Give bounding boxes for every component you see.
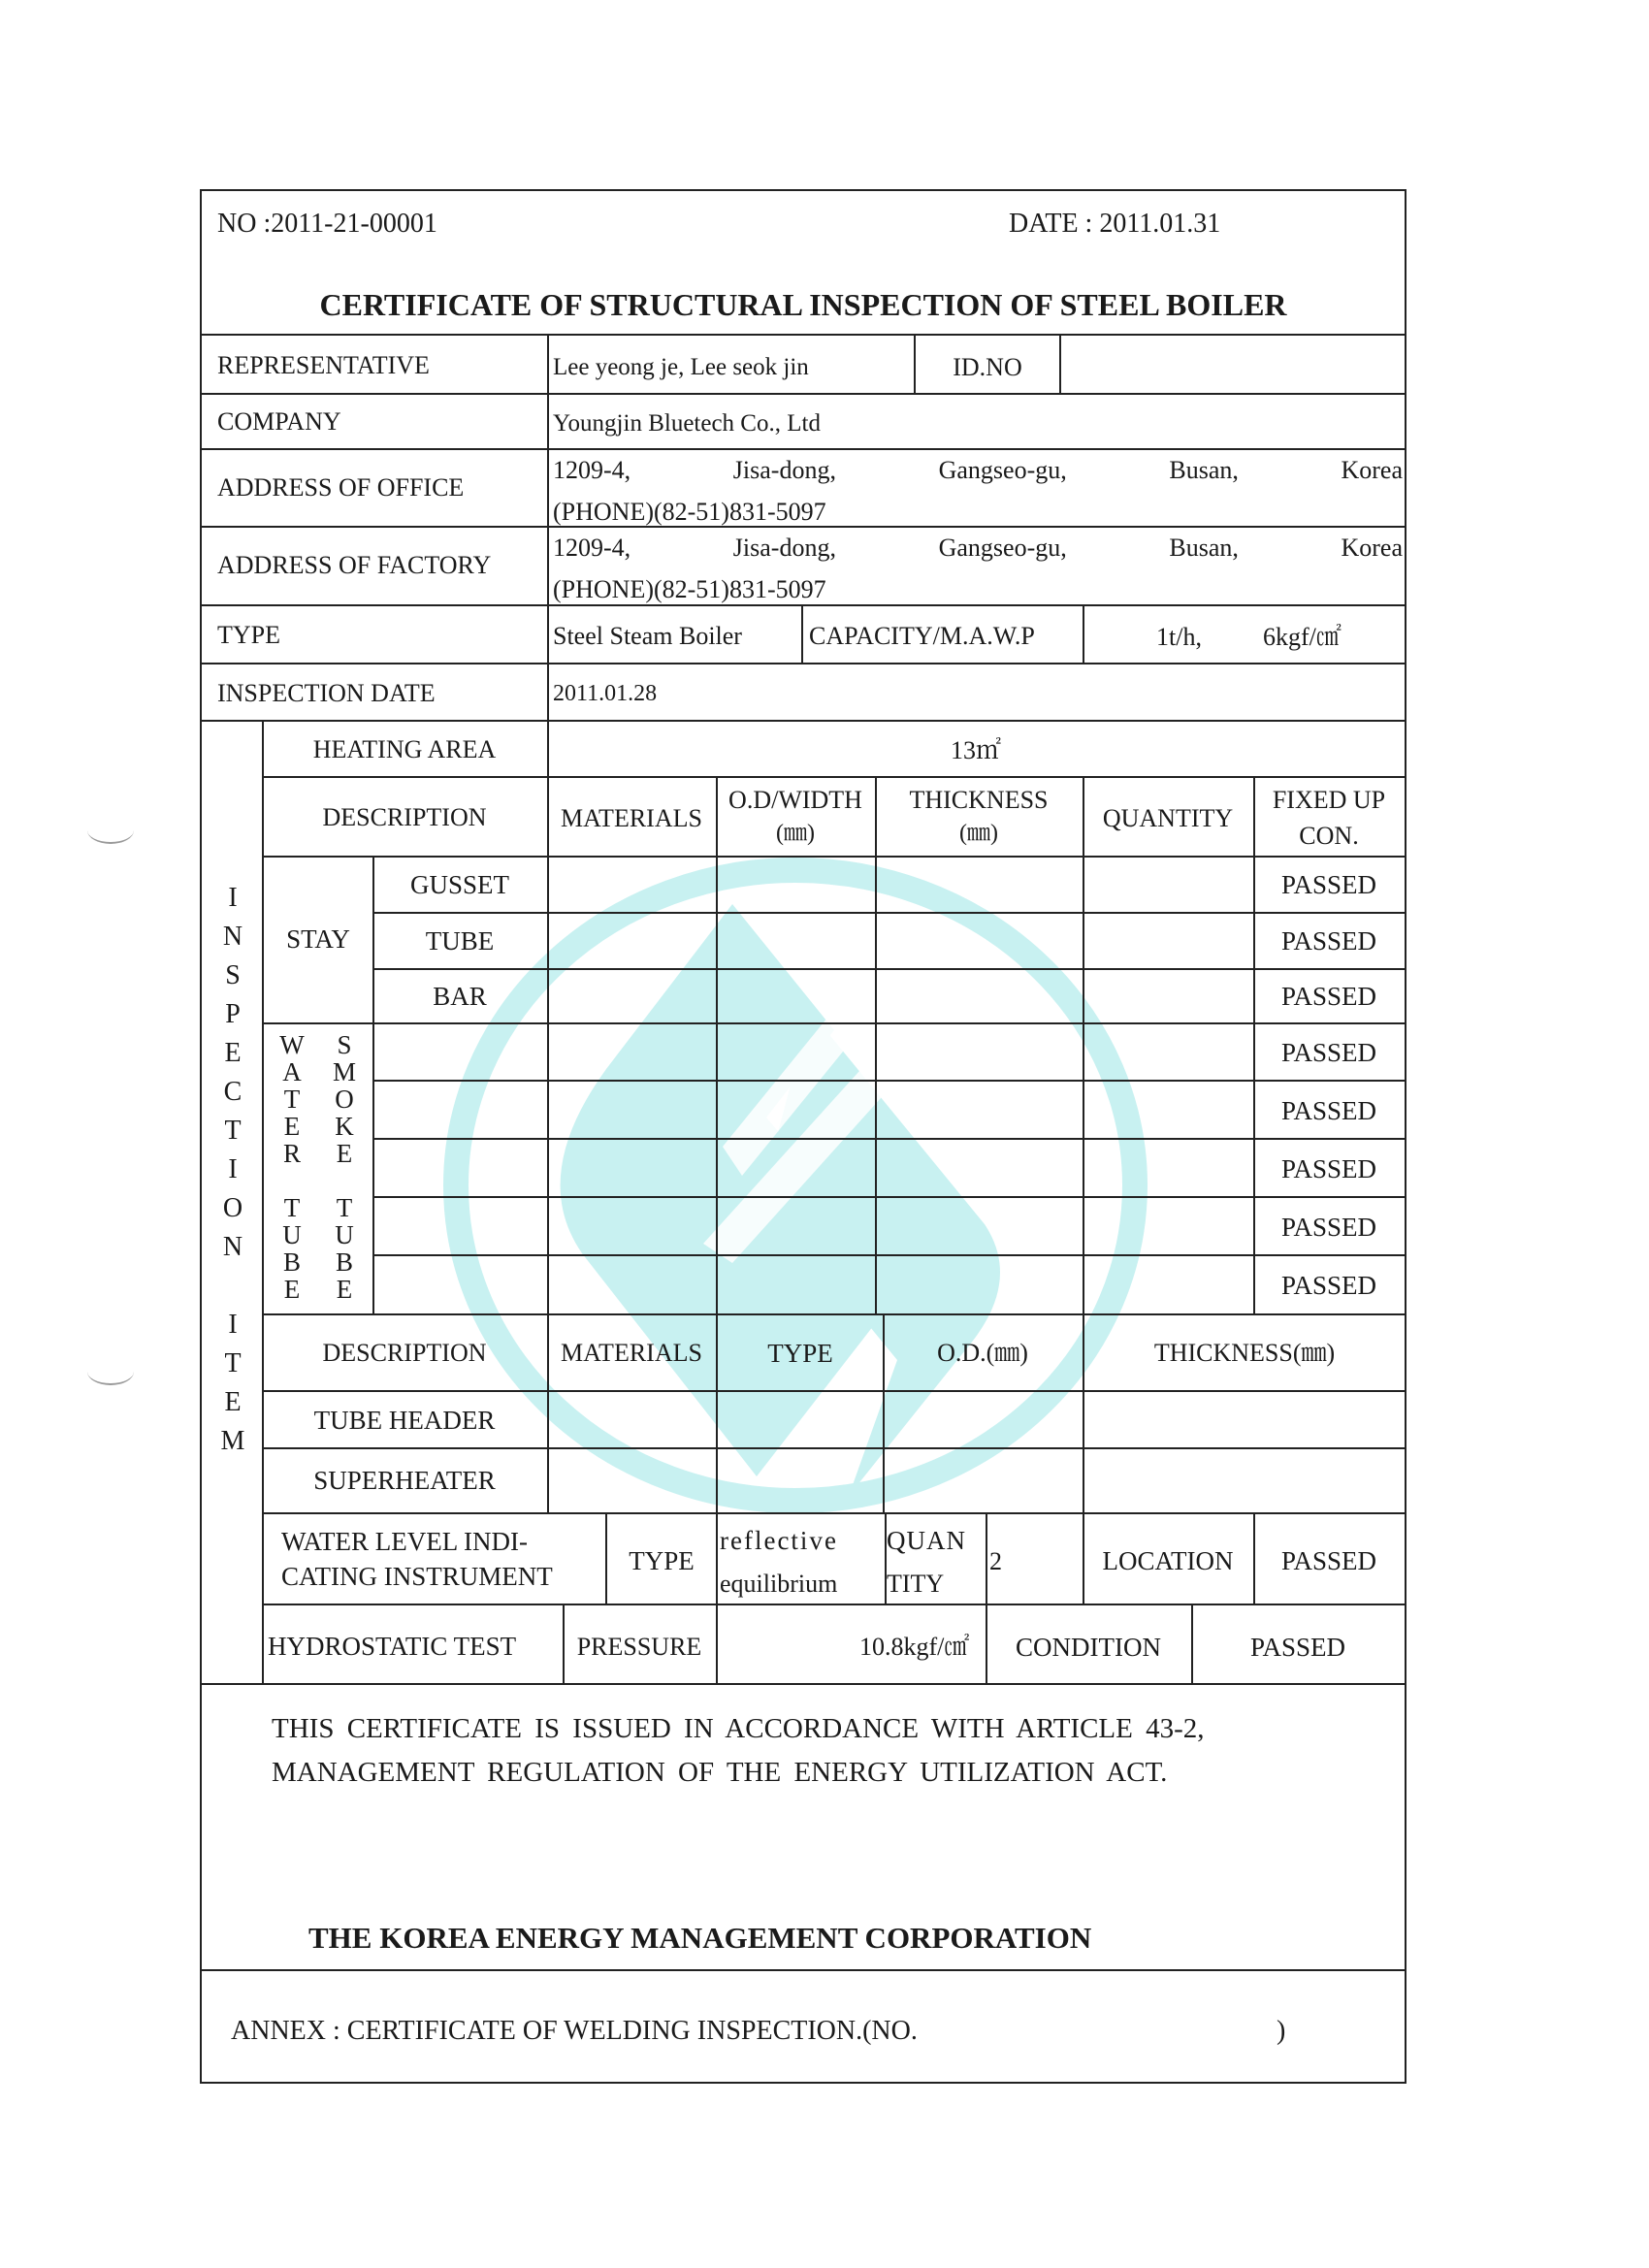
- label-letter: P: [225, 999, 241, 1029]
- tube-row-result: PASSED: [1280, 1038, 1377, 1067]
- pressure-value: 6kgf/㎠: [1263, 623, 1342, 651]
- label-letter: I: [228, 1310, 238, 1340]
- label-letter: E: [224, 1387, 242, 1417]
- certificate-title: CERTIFICATE OF STRUCTURAL INSPECTION OF STEEL BOILER: [319, 287, 1287, 322]
- label-letter: K: [335, 1112, 354, 1141]
- type-label: TYPE: [217, 621, 280, 649]
- stay-tube-result: PASSED: [1280, 926, 1377, 956]
- label-letter: N: [222, 922, 243, 952]
- label-letter: S: [225, 960, 241, 990]
- punch-hole-mark: [87, 1358, 134, 1385]
- water-level-quantity-label: QUAN: [887, 1526, 966, 1555]
- label-letter: A: [282, 1057, 302, 1086]
- label-letter: E: [336, 1139, 353, 1168]
- factory-address-line1: [553, 535, 1403, 561]
- materials-header-2: MATERIALS: [561, 1339, 702, 1367]
- quantity-header: QUANTITY: [1102, 804, 1234, 832]
- water-level-label-2: CATING INSTRUMENT: [281, 1562, 553, 1591]
- stay-gusset-label: GUSSET: [409, 870, 510, 899]
- factory-phone: (PHONE)(82-51)831-5097: [553, 575, 826, 603]
- hydrostatic-pressure-value: 10.8kgf/㎠: [859, 1633, 970, 1661]
- tube-row-result: PASSED: [1280, 1213, 1377, 1242]
- description-header: DESCRIPTION: [322, 803, 487, 831]
- office-phone: (PHONE)(82-51)831-5097: [553, 498, 826, 526]
- office-address-line1: [553, 458, 1403, 483]
- stay-tube-label: TUBE: [425, 926, 495, 956]
- stay-bar-label: BAR: [433, 982, 487, 1011]
- label-letter: I: [228, 883, 238, 913]
- label-letter: T: [283, 1193, 301, 1222]
- inspection-item-label: [215, 885, 250, 1467]
- materials-header: MATERIALS: [561, 804, 702, 832]
- label-letter: B: [282, 1247, 301, 1277]
- company-value: Youngjin Bluetech Co., Ltd: [553, 410, 821, 437]
- hydrostatic-condition-label: CONDITION: [1016, 1633, 1161, 1662]
- statement-line: MANAGEMENT REGULATION OF THE ENERGY UTILIZATION ACT.: [272, 1757, 1168, 1788]
- heating-area-value: 13㎡: [950, 736, 1002, 764]
- label-letter: C: [223, 1077, 242, 1107]
- thickness-unit: (㎜): [959, 821, 998, 846]
- label-letter: U: [335, 1220, 354, 1249]
- company-label: COMPANY: [217, 407, 341, 436]
- representative-label: REPRESENTATIVE: [217, 351, 430, 379]
- water-level-location-label: LOCATION: [1102, 1546, 1234, 1575]
- water-level-type-label: TYPE: [629, 1546, 695, 1575]
- label-letter: W: [279, 1030, 305, 1059]
- label-letter: R: [282, 1139, 301, 1168]
- certificate-date: DATE : 2011.01.31: [1009, 209, 1221, 239]
- certificate-statement: [272, 1707, 1358, 1795]
- label-letter: N: [222, 1232, 243, 1262]
- address-part: 1209-4,: [553, 456, 631, 484]
- address-part: 1209-4,: [553, 534, 631, 562]
- label-letter: M: [332, 1057, 356, 1086]
- label-letter: O: [222, 1193, 243, 1223]
- hydrostatic-test-label: HYDROSTATIC TEST: [268, 1632, 517, 1661]
- tube-row-result: PASSED: [1280, 1154, 1377, 1183]
- hydrostatic-pressure-label: PRESSURE: [576, 1633, 702, 1661]
- annex-close: ): [1277, 2016, 1286, 2046]
- smoke-tube-label: [330, 1032, 359, 1304]
- address-part: Gangseo-gu,: [938, 456, 1067, 484]
- thickness-header-2: THICKNESS(㎜): [1153, 1339, 1336, 1367]
- water-level-quantity-label-2: TITY: [887, 1570, 945, 1598]
- label-letter: E: [224, 1038, 242, 1068]
- stay-label: STAY: [286, 924, 350, 954]
- label-letter: B: [335, 1247, 353, 1277]
- certificate-number: NO :2011-21-00001: [217, 209, 437, 239]
- inspection-date-label: INSPECTION DATE: [217, 679, 436, 707]
- factory-address-label: ADDRESS OF FACTORY: [217, 551, 492, 579]
- address-part: Jisa-dong,: [732, 534, 836, 562]
- office-address-label: ADDRESS OF OFFICE: [217, 473, 465, 502]
- fixed-up-header-2: CON.: [1299, 822, 1359, 850]
- label-letter: T: [336, 1193, 353, 1222]
- description-header-2: DESCRIPTION: [322, 1339, 487, 1367]
- label-letter: S: [337, 1030, 352, 1059]
- punch-hole-mark: [87, 817, 134, 844]
- representative-value: Lee yeong je, Lee seok jin: [553, 354, 809, 380]
- annex-text: ANNEX : CERTIFICATE OF WELDING INSPECTION.(NO.: [231, 2016, 918, 2046]
- label-letter: E: [283, 1275, 301, 1304]
- heating-area-label: HEATING AREA: [312, 735, 497, 763]
- od-width-header: O.D/WIDTH: [728, 786, 862, 814]
- label-letter: O: [335, 1085, 354, 1114]
- type-value: Steel Steam Boiler: [553, 622, 742, 650]
- od-header: O.D.(㎜): [937, 1339, 1028, 1367]
- water-level-type-value-2: equilibrium: [720, 1570, 838, 1598]
- label-letter: U: [282, 1220, 302, 1249]
- label-letter: E: [336, 1275, 353, 1304]
- label-letter: M: [220, 1426, 245, 1456]
- address-part: Jisa-dong,: [732, 456, 836, 484]
- water-level-quantity-value: 2: [989, 1547, 1002, 1575]
- tube-row-result: PASSED: [1280, 1271, 1377, 1300]
- label-letter: T: [224, 1116, 242, 1146]
- stay-gusset-result: PASSED: [1280, 870, 1377, 899]
- water-level-label: WATER LEVEL INDI-: [281, 1527, 528, 1556]
- superheater-label: SUPERHEATER: [313, 1466, 496, 1495]
- water-level-result: PASSED: [1280, 1546, 1377, 1575]
- capacity-value: 1t/h,: [1156, 623, 1202, 651]
- address-part: Korea: [1341, 456, 1403, 484]
- water-level-type-value: reflective: [720, 1526, 838, 1555]
- statement-line: THIS CERTIFICATE IS ISSUED IN ACCORDANCE WITH ARTICLE 43-2,: [272, 1713, 1205, 1744]
- fixed-up-header: FIXED UP: [1272, 786, 1386, 814]
- od-width-unit: (㎜): [776, 821, 815, 846]
- water-tube-label: [277, 1032, 307, 1304]
- address-part: Busan,: [1169, 534, 1239, 562]
- tube-header-label: TUBE HEADER: [313, 1406, 496, 1435]
- hydrostatic-result: PASSED: [1249, 1633, 1346, 1662]
- label-letter: E: [283, 1112, 301, 1141]
- tube-row-result: PASSED: [1280, 1096, 1377, 1125]
- label-letter: T: [283, 1085, 301, 1114]
- label-letter: I: [228, 1154, 238, 1184]
- thickness-header: THICKNESS: [909, 786, 1049, 814]
- address-part: Gangseo-gu,: [938, 534, 1067, 562]
- capacity-label: CAPACITY/M.A.W.P: [809, 622, 1035, 650]
- issuer-name: THE KOREA ENERGY MANAGEMENT CORPORATION: [308, 1921, 1092, 1955]
- address-part: Korea: [1341, 534, 1403, 562]
- address-part: Busan,: [1169, 456, 1239, 484]
- label-letter: T: [224, 1348, 242, 1378]
- stay-bar-result: PASSED: [1280, 982, 1377, 1011]
- type-header: TYPE: [767, 1339, 833, 1368]
- idno-label: ID.NO: [953, 353, 1022, 381]
- inspection-date-value: 2011.01.28: [553, 681, 658, 706]
